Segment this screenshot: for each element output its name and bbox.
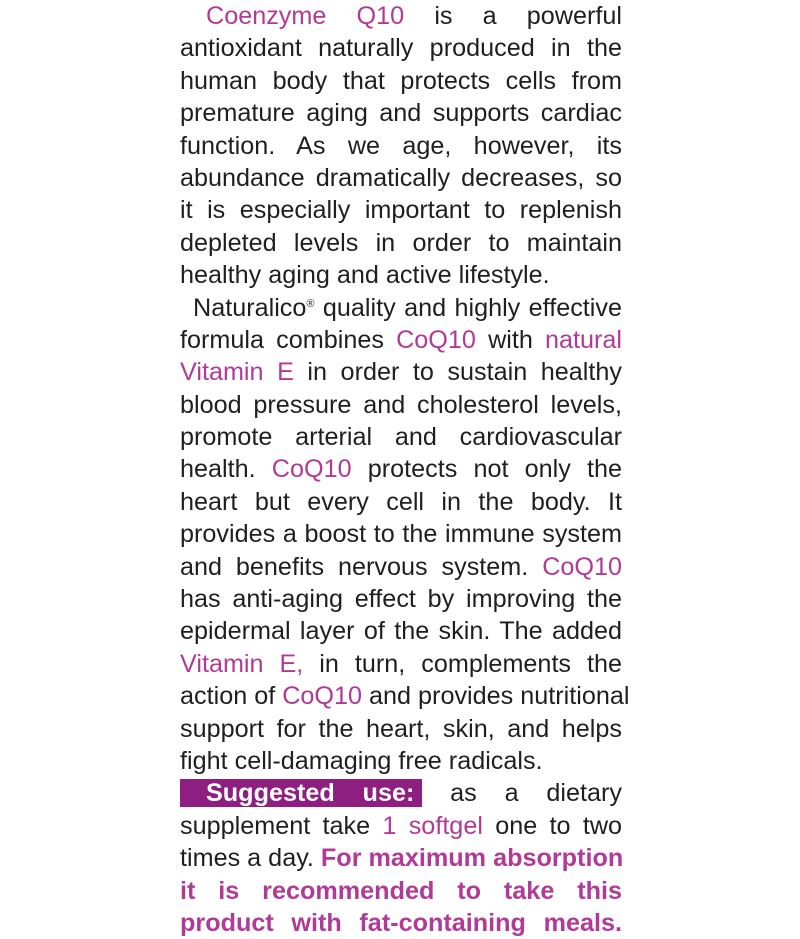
text-line: support for the heart, skin, and helps	[180, 714, 622, 743]
text-span: in turn, complements the	[319, 649, 623, 678]
text-line	[180, 810, 622, 842]
product-description-text	[180, 0, 630, 939]
text-line: depleted levels in order to maintain	[180, 228, 622, 257]
text-line: it is especially important to replenish	[180, 196, 622, 225]
paragraph-formula	[180, 292, 630, 778]
text-line: function. As we age, however, its	[180, 131, 622, 160]
text-line: fight cell-damaging free radicals.	[180, 746, 543, 775]
text-line	[180, 777, 622, 809]
text-span: supplement take	[180, 811, 371, 840]
text-line-bold: it is recommended to take this	[180, 876, 622, 905]
highlight-coenzyme-q10: Coenzyme Q10	[206, 2, 405, 30]
paragraph-suggested-use	[180, 777, 622, 939]
text-line: premature aging and supports cardiac	[180, 99, 622, 128]
highlight-coq10: CoQ10	[282, 682, 363, 711]
text-line: epidermal layer of the skin. The added	[180, 617, 622, 646]
text-line	[180, 680, 630, 712]
highlight-vitamin-e: Vitamin E	[180, 358, 294, 387]
text-line: promote arterial and cardiovascular	[180, 423, 622, 452]
text-line	[180, 324, 622, 356]
text-line: heart but every cell in the body. It	[180, 487, 622, 516]
text-line: abundance dramatically decreases, so	[180, 163, 622, 192]
brand-text: Naturalico	[193, 293, 307, 322]
text-line	[180, 292, 622, 324]
text-span: protects not only the	[367, 455, 623, 484]
text-span: in order to sustain healthy	[307, 358, 622, 387]
text-span: and benefits nervous system.	[180, 552, 529, 581]
text-span: with	[488, 325, 533, 354]
highlight-dosage: 1 softgel	[382, 811, 483, 840]
text-line	[180, 842, 622, 874]
text-span: quality and highly effective	[322, 293, 622, 322]
suggested-use-badge: Suggested use:	[180, 779, 422, 807]
highlight-natural: natural	[545, 325, 623, 354]
text-line-bold: product with fat-containing meals.	[180, 908, 622, 937]
text-line	[180, 648, 622, 680]
text-span: and provides nutritional	[369, 682, 630, 711]
brand-name	[193, 294, 315, 322]
text-line: antioxidant naturally produced in the	[180, 34, 622, 63]
highlight-coq10: CoQ10	[396, 325, 476, 354]
text-span: one to two	[495, 811, 623, 840]
text-span: formula combines	[180, 325, 384, 354]
text-line	[180, 356, 622, 388]
text-span: is a powerful	[434, 2, 623, 30]
text-line: provides a boost to the immune system	[180, 520, 622, 549]
text-line	[180, 453, 622, 485]
text-span: times a day.	[180, 844, 314, 873]
paragraph-coq10-intro	[180, 0, 622, 292]
text-line: blood pressure and cholesterol levels,	[180, 390, 622, 419]
text-span: as a dietary	[450, 779, 622, 808]
highlight-absorption-note: For maximum absorption	[320, 844, 624, 873]
highlight-vitamin-e: Vitamin E,	[180, 649, 304, 678]
text-line	[180, 551, 622, 583]
text-line: human body that protects cells from	[180, 66, 622, 95]
text-line	[180, 0, 622, 32]
text-line: healthy aging and active lifestyle.	[180, 261, 550, 290]
registered-mark: ®	[306, 297, 315, 310]
highlight-coq10: CoQ10	[271, 455, 352, 484]
highlight-coq10: CoQ10	[542, 552, 622, 581]
text-span: action of	[180, 682, 276, 711]
text-span: health.	[180, 455, 256, 484]
text-line: has anti-aging effect by improving the	[180, 585, 622, 614]
